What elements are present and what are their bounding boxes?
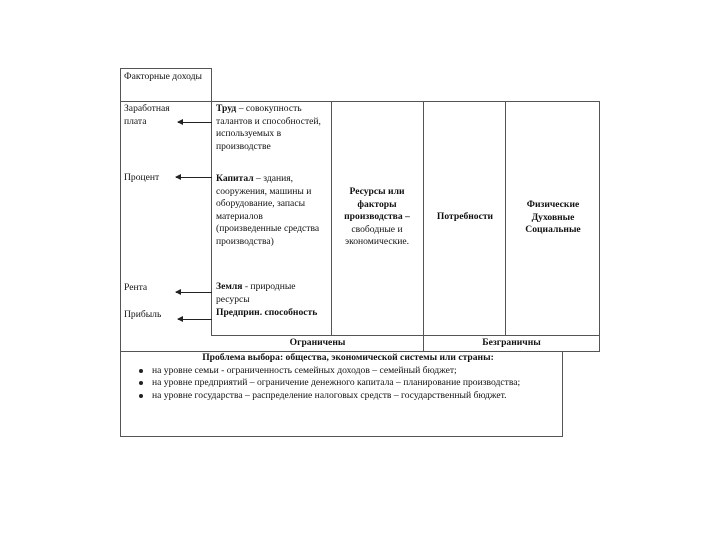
income-rent: Рента [124, 282, 148, 293]
choice-item-enterprise: на уровне предприятий – ограничение денежного капитала – планирование производства; [136, 377, 560, 390]
income-header: Факторные доходы [124, 71, 202, 82]
factor-entrepreneurship: Предприн. способность [216, 307, 318, 318]
choice-item-state: на уровне государства – распределение налоговых средств – государственный бюджет. [136, 390, 560, 403]
choice-list [136, 365, 560, 403]
choice-item-family: на уровне семьи - ограниченность семейных доходов – семейный бюджет; [136, 365, 560, 378]
factor-land [216, 281, 328, 307]
factors-right-line [331, 101, 332, 335]
limits-row-top-line [211, 335, 600, 336]
income-interest: Процент [124, 172, 160, 183]
resources-title: Ресурсы или факторы производства – [344, 186, 410, 223]
factor-capital-term: Капитал [216, 173, 254, 184]
factor-labor-term: Труд [216, 103, 237, 114]
income-profit: Прибыль [124, 309, 162, 320]
choice-content [136, 352, 560, 402]
needs-types [508, 199, 598, 237]
factor-labor-def: – совокупность талантов и способностей, используемых в производстве [216, 103, 321, 152]
table-right-line [599, 101, 600, 351]
resources-cell [334, 186, 420, 249]
factor-capital [216, 173, 328, 281]
factors-text [216, 103, 328, 320]
factor-land-term: Земля [216, 281, 243, 292]
arrow-labor-to-wages [178, 122, 212, 123]
choice-title: Проблема выбора [202, 352, 280, 363]
income-wages: Заработная плата [124, 103, 170, 127]
needs-type-social: Социальные [525, 224, 581, 236]
needs-type-spiritual: Духовные [531, 211, 575, 223]
choice-title-line [136, 352, 560, 365]
table-top-line [120, 101, 600, 102]
resources-tail: свободные и экономические. [344, 223, 410, 248]
factors-left-line [211, 101, 212, 335]
limited-label: Ограничены [289, 337, 346, 348]
needs-type-physical: Физические [526, 199, 580, 210]
factor-labor [216, 103, 328, 173]
factor-land-def: - природные ресурсы [216, 281, 296, 305]
arrow-entrepreneurship-to-profit [178, 319, 212, 320]
unlimited-label: Безграничны [482, 337, 541, 348]
arrow-land-to-rent [176, 292, 212, 293]
factor-capital-def: – здания, сооружения, машины и оборудование, запасы материалов (произведенные средства производства) [216, 173, 320, 247]
choice-title-tail: : общества, экономической системы или страны: [279, 352, 494, 363]
table-left-line [120, 68, 121, 352]
needs-label: Потребности [436, 211, 494, 222]
arrow-capital-to-interest [176, 177, 212, 178]
